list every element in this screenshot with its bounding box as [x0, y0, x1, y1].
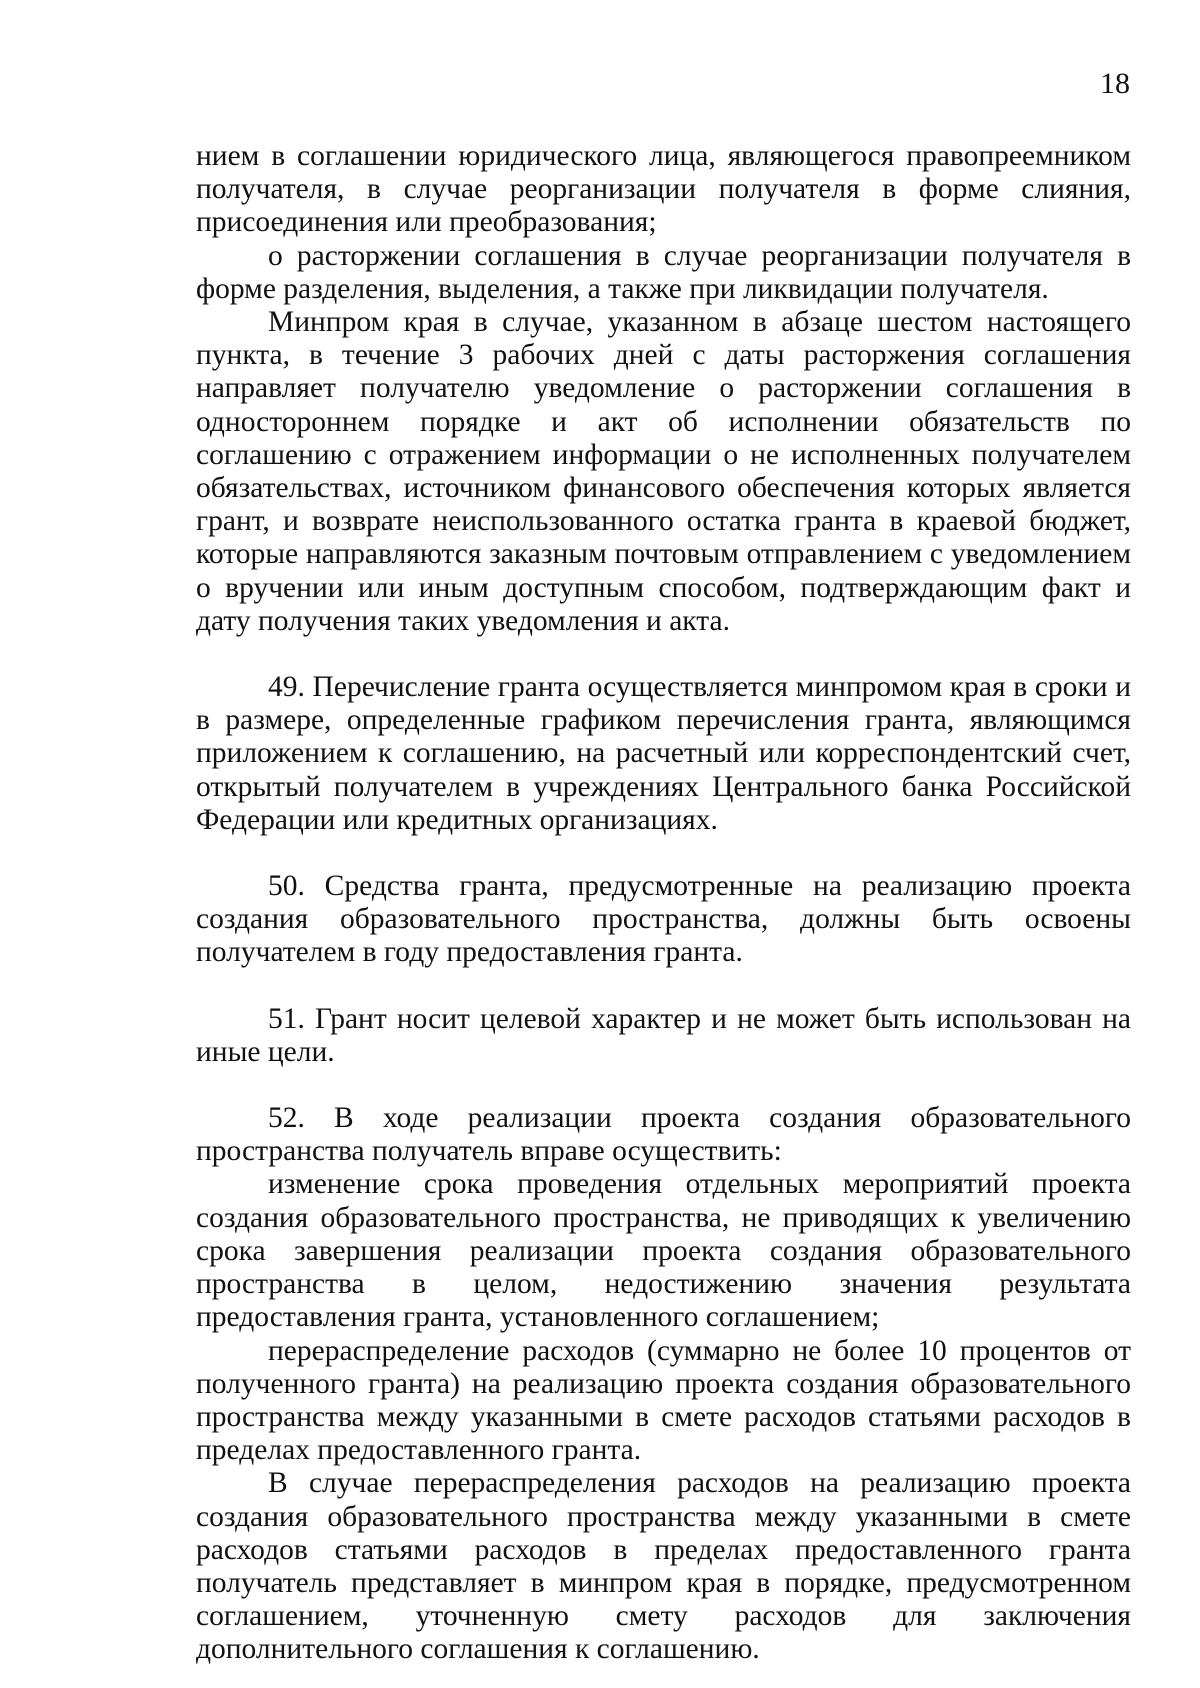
paragraph-52: 52. В ходе реализации проекта создания образовательного пространства получатель вправе осуществить: [196, 1102, 1131, 1168]
paragraph-gap [196, 638, 1131, 671]
paragraph-51: 51. Грант носит целевой характер и не может быть использован на иные цели. [196, 1002, 1131, 1068]
paragraph-52-reallocation: перераспределение расходов (суммарно не более 10 процентов от полученного гранта) на реализацию проекта создания образовательного пространства между указанными в смете расходов статьями расходов в пределах предоставленного гранта. [196, 1334, 1131, 1467]
paragraph-gap [196, 1069, 1131, 1102]
paragraph-termination-reorganization: о расторжении соглашения в случае реорганизации получателя в форме разделения, выделения, а также при ликвидации получателя. [196, 239, 1131, 305]
paragraph-52-change-deadline: изменение срока проведения отдельных мероприятий проекта создания образовательного пространства, не приводящих к увеличению срока завершения реализации проекта создания образовательного пространства в целом, недостижению значения результата предоставления гранта, установленного соглашением; [196, 1168, 1131, 1334]
page-number: 18 [1100, 67, 1130, 100]
paragraph-52-reallocation-procedure: В случае перераспределения расходов на реализацию проекта создания образовательного пространства между указанными в смете расходов статьями расходов в пределах предоставленного гранта получатель представляет в минпром края в порядке, предусмотренном соглашением, уточненную смету расходов для заключения дополнительного соглашения к соглашению. [196, 1467, 1131, 1666]
paragraph-49: 49. Перечисление гранта осуществляется минпромом края в сроки и в размере, определенные графиком перечисления гранта, являющимся приложением к соглашению, на расчетный или корреспондентский счет, открытый получателем в учреждениях Центрального банка Российской Федерации или кредитных организациях. [196, 671, 1131, 836]
paragraph-continuation: нием в соглашении юридического лица, являющегося правопреемником получателя, в случае реорганизации получателя в форме слияния, присоединения или преобразования; [196, 140, 1131, 239]
paragraph-gap [196, 837, 1131, 870]
paragraph-minprom-notice: Минпром края в случае, указанном в абзаце шестом настоящего пункта, в течение 3 рабочих дней с даты расторжения соглашения направляет получателю уведомление о расторжении соглашения в одностороннем порядке и акт об исполнении обязательств по соглашению с отражением информации о не исполненных получателем обязательствах, источником финансового обеспечения которых является грант, и возврате неиспользованного остатка гранта в краевой бюджет, которые направляются заказным почтовым отправлением с уведомлением о вручении или иным доступным способом, подтверждающим факт и дату получения таких уведомления и акта. [196, 306, 1131, 637]
paragraph-50: 50. Средства гранта, предусмотренные на реализацию проекта создания образовательного пространства, должны быть освоены получателем в году предоставления гранта. [196, 870, 1131, 969]
document-body [196, 140, 1131, 1667]
paragraph-gap [196, 970, 1131, 1003]
